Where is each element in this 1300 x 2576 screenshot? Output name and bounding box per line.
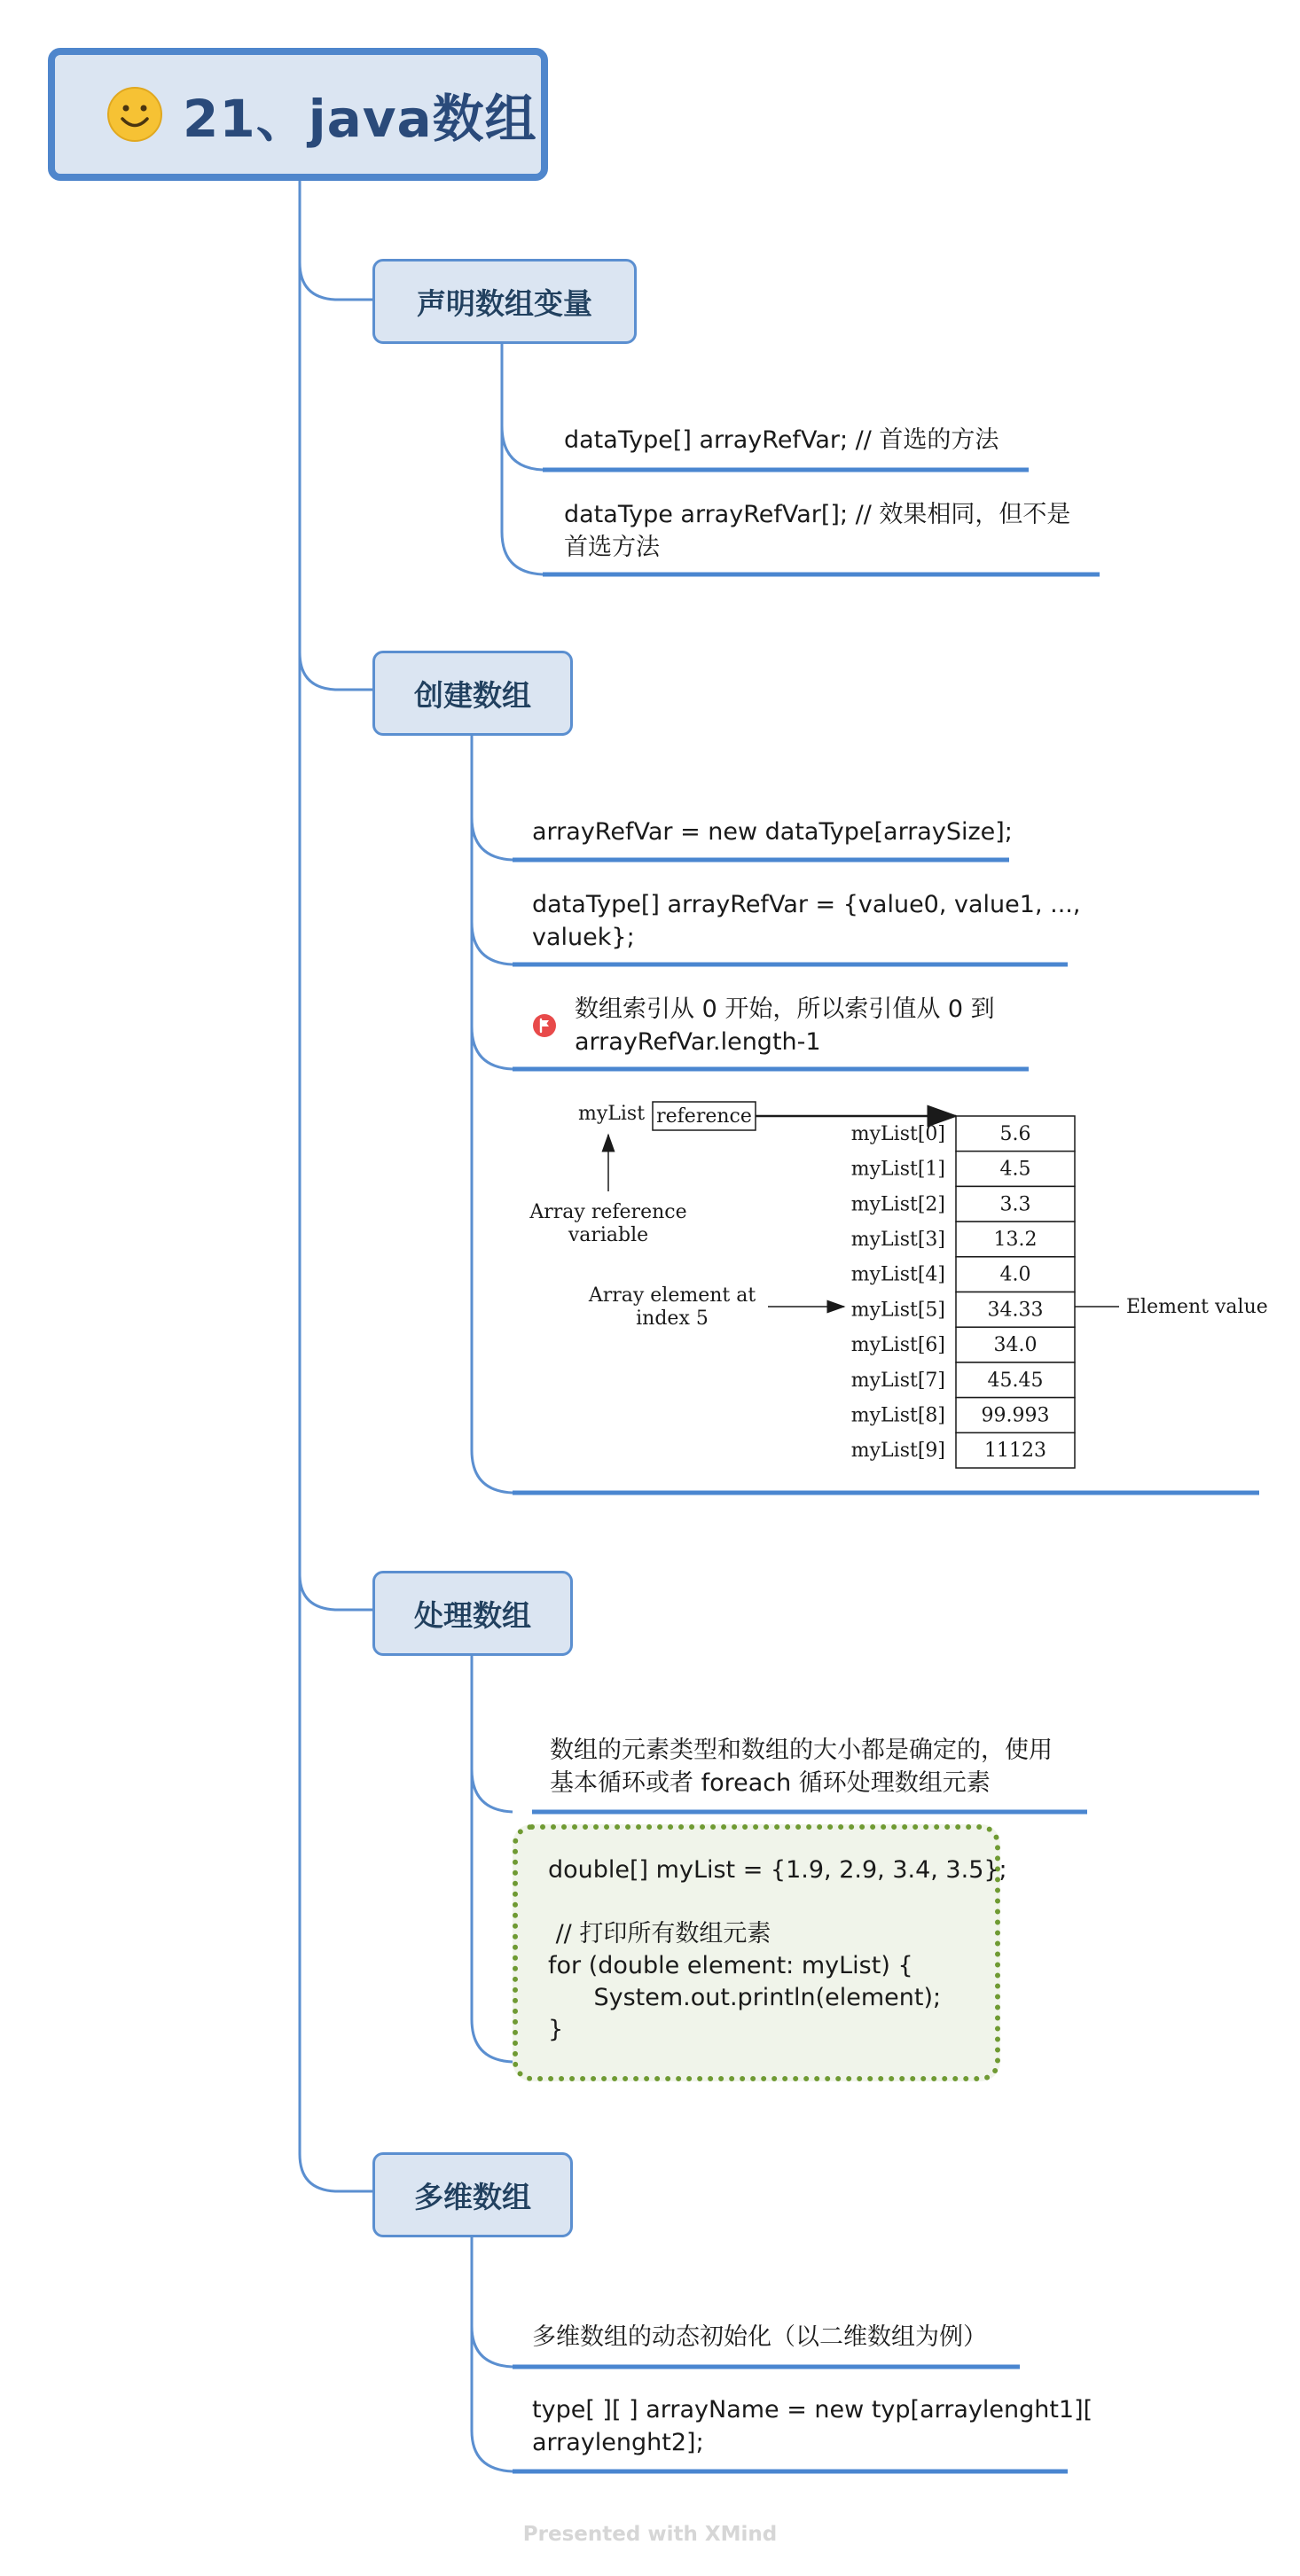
topic-label: 多维数组 bbox=[414, 2179, 531, 2214]
array-index-label: myList[3] bbox=[850, 1228, 945, 1251]
footer-credit: Presented with XMind bbox=[522, 2523, 778, 2546]
element-caption-line-1: Array element at bbox=[588, 1284, 756, 1307]
red-flag-icon bbox=[532, 1013, 557, 1038]
topic-declare-array-variable[interactable] bbox=[372, 259, 637, 344]
leaf-array-literal[interactable]: dataType[] arrayRefVar = {value0, value1, ..., valuek}; bbox=[532, 891, 1081, 951]
leaf-preferred-declaration[interactable]: dataType[] arrayRefVar; // 首选的方法 bbox=[564, 426, 999, 454]
array-index-label: myList[5] bbox=[850, 1299, 945, 1322]
array-index-label: myList[1] bbox=[850, 1158, 945, 1181]
element-caption-line-2: index 5 bbox=[636, 1308, 709, 1330]
topic-multidimensional-array[interactable] bbox=[372, 2152, 573, 2237]
root-topic[interactable] bbox=[48, 48, 548, 181]
array-cell-value: 11123 bbox=[984, 1440, 1046, 1463]
leaf-dynamic-init[interactable]: 多维数组的动态初始化（以二维数组为例） bbox=[532, 2323, 987, 2351]
array-memory-figure bbox=[523, 1089, 1268, 1470]
array-index-label: myList[0] bbox=[850, 1122, 945, 1145]
array-cell-value: 34.0 bbox=[993, 1334, 1038, 1357]
array-index-label: myList[8] bbox=[850, 1404, 945, 1427]
variable-name: myList bbox=[578, 1103, 646, 1125]
smiley-face-icon bbox=[106, 86, 163, 143]
array-index-label: myList[6] bbox=[850, 1334, 945, 1357]
reference-label: reference bbox=[656, 1105, 752, 1128]
reference-caption-line-1: Array reference bbox=[529, 1201, 687, 1223]
array-index-label: myList[7] bbox=[850, 1369, 945, 1392]
value-caption: Element value bbox=[1126, 1296, 1268, 1318]
array-cell-value: 4.0 bbox=[999, 1263, 1031, 1286]
leaf-index-note[interactable]: 数组索引从 0 开始，所以索引值从 0 到 arrayRefVar.length-1 bbox=[575, 995, 995, 1056]
topic-label: 处理数组 bbox=[414, 1597, 531, 1633]
leaf-new-array[interactable]: arrayRefVar = new dataType[arraySize]; bbox=[532, 818, 1013, 846]
leaf-alternative-declaration[interactable]: dataType arrayRefVar[]; // 效果相同，但不是 首选方法 bbox=[564, 501, 1071, 561]
array-cell-value: 3.3 bbox=[999, 1193, 1031, 1216]
array-index-label: myList[2] bbox=[850, 1193, 945, 1216]
array-index-label: myList[4] bbox=[850, 1263, 945, 1286]
root-title: 21、java数组 bbox=[183, 89, 537, 149]
leaf-2d-syntax[interactable]: type[ ][ ] arrayName = new typ[arraylenght1][ arraylenght2]; bbox=[532, 2396, 1093, 2456]
array-index-label: myList[9] bbox=[850, 1440, 945, 1463]
array-cell-value: 5.6 bbox=[999, 1122, 1031, 1145]
array-cell-value: 13.2 bbox=[993, 1228, 1038, 1251]
array-cell-value: 4.5 bbox=[999, 1158, 1031, 1181]
code-sample: double[] myList = {1.9, 2.9, 3.4, 3.5}; // 打印所有数组元素 for (double element: myList) { System.out.println(element); } bbox=[548, 1856, 1007, 2043]
topic-create-array[interactable] bbox=[372, 651, 573, 736]
leaf-loop-note[interactable]: 数组的元素类型和数组的大小都是确定的，使用 基本循环或者 foreach 循环处理数组元素 bbox=[550, 1737, 1053, 1797]
reference-caption-line-2: variable bbox=[568, 1224, 649, 1246]
topic-process-array[interactable] bbox=[372, 1571, 573, 1656]
topic-label: 创建数组 bbox=[414, 677, 531, 713]
array-cell-value: 34.33 bbox=[987, 1299, 1044, 1322]
topic-label: 声明数组变量 bbox=[417, 285, 592, 321]
array-cell-value: 99.993 bbox=[981, 1404, 1050, 1427]
array-cell-value: 45.45 bbox=[987, 1369, 1044, 1392]
